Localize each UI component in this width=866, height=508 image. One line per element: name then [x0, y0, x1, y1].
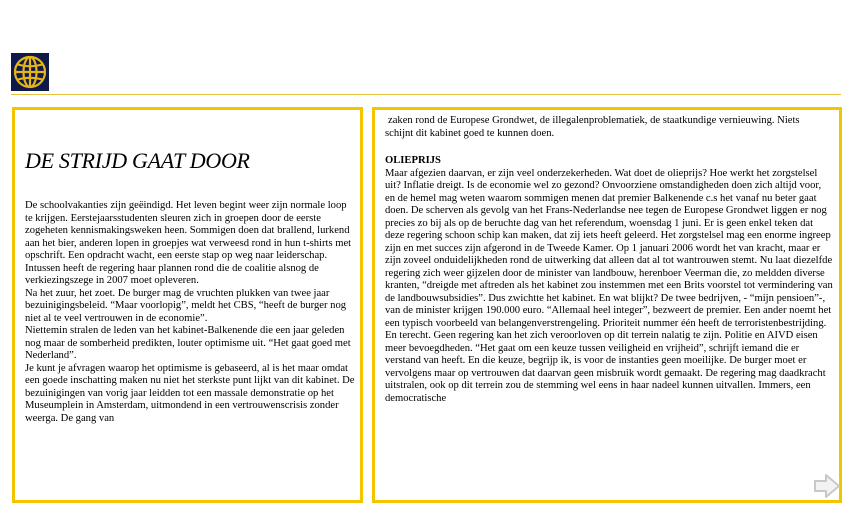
article-body-left: De schoolvakanties zijn geëindigd. Het leven begint weer zijn normale loop te krijgen. Eerstejaarsstudenten sleuren zich in groepen door de eerste zogeheten kennismakingsweken heen. Sommigen doen dat brallend, lurkend aan het bier, anderen lopen in groepjes wat verweesd rond in hun t-shirts met opschrift. Een opdracht wacht, een eerste stap op weg naar leiderschap. Intussen heeft de regering haar plannen rond die de coalitie alsnog de verkiezingszege in 2007 moet opleveren. Na het zuur, het zoet. De burger mag de vruchten plukken van twee jaar bezuinigingsbeleid. “Maar voorlopig”, meldt het CBS, “heeft de burger nog niet al te veel vertrouwen in de economie”. Niettemin stralen de leden van het kabinet-Balkenende die een jaar geleden nog maar de somberheid predikten, louter optimisme uit. “Het gaat goed met Nederland”. Je kunt je afvragen waarop het optimisme is gebaseerd, al is het maar omdat een goede inschatting maken nu niet het sterkste punt lijkt van dit kabinet. De bezuinigingen van vorig jaar leidden tot een massale demonstratie op het Museumplein in Amsterdam, uitmondend in een vertrouwenscrisis zonder weerga. De gang van [25, 200, 355, 424]
article-title: DE STRIJD GAAT DOOR [25, 148, 250, 173]
article-column-left [12, 107, 363, 503]
arrow-right-icon [812, 473, 842, 499]
section-heading: OLIEPRIJS [385, 155, 441, 166]
article-section [385, 155, 833, 405]
article-body-right-intro: zaken rond de Europese Grondwet, de illegalenproblematiek, de staatkundige vernieuwing. Niets schijnt dit kabinet goed te kunnen doen. [385, 115, 800, 139]
next-page-button[interactable] [812, 473, 842, 499]
article-column-right [372, 107, 842, 503]
logo [11, 53, 49, 91]
header-divider [11, 94, 841, 95]
article-body-right: Maar afgezien daarvan, er zijn veel onderzekerheden. Wat doet de olieprijs? Hoe werkt het zorgstelsel uit? Inflatie dreigt. Is de economie wel zo gezond? Onvoorziene omstandigheden doen zich altijd voor, en de hemel mag weten waarom sommigen menen dat premier Balkenende c.s het vanaf nu beter gaat doen. De scherven als gevolg van het Frans-Nederlandse nee tegen de Europese Grondwet liggen er nog precies zo bij als op de beruchte dag van het referendum, woensdag 1 juni. Er is geen enkel teken dat deze regering schoon schip kan maken, dat zij iets heeft geleerd. Het zorgstelsel mag een enorme ingreep zijn en met succes zijn afgerond in de Tweede Kamer. Op 1 januari 2006 wordt het van kracht, maar er zijn zoveel onduidelijkheden rond de uitwerking dat alleen dat al tot wantrouwen stemt. Nu laat diezelfde regering zich weer gijzelen door de minister van landbouw, herenboer Veerman die, zo meldden diverse kranten, “dreigde met aftreden als het kabinet zou instemmen met een Brits voorstel tot vermindering van de landbouwsubsidies”. Dus zwichtte het kabinet. En wat blijkt? De twee bedrijven, - “mijn pensioen”-, van de minister krijgen 190.000 euro. “Allemaal heel integer”, bezweert de premier. Een ander noemt het een typisch voorbeeld van belangenverstrengeling. Prioriteit nummer één heeft de terroristenbestrijding. En terecht. Geen regering kan het zich veroorloven op dit terrein nalatig te zijn. Politie en AIVD eisen meer bevoegdheden. “Het gaat om een keuze tussen veiligheid en vrijheid”, schrijft iemand die er verstand van heeft. En die keuze, begrijp ik, is voor de instanties geen moeilijke. De burger moet er vervolgens maar op vertrouwen dat daarvan geen misbruik wordt gemaakt. De regering mag daadkracht uitstralen, ook op dit terrein zou de stemming wel eens in haar nadeel kunnen uitvallen. Immers, een democratische [385, 167, 833, 404]
globe-icon [11, 53, 49, 91]
